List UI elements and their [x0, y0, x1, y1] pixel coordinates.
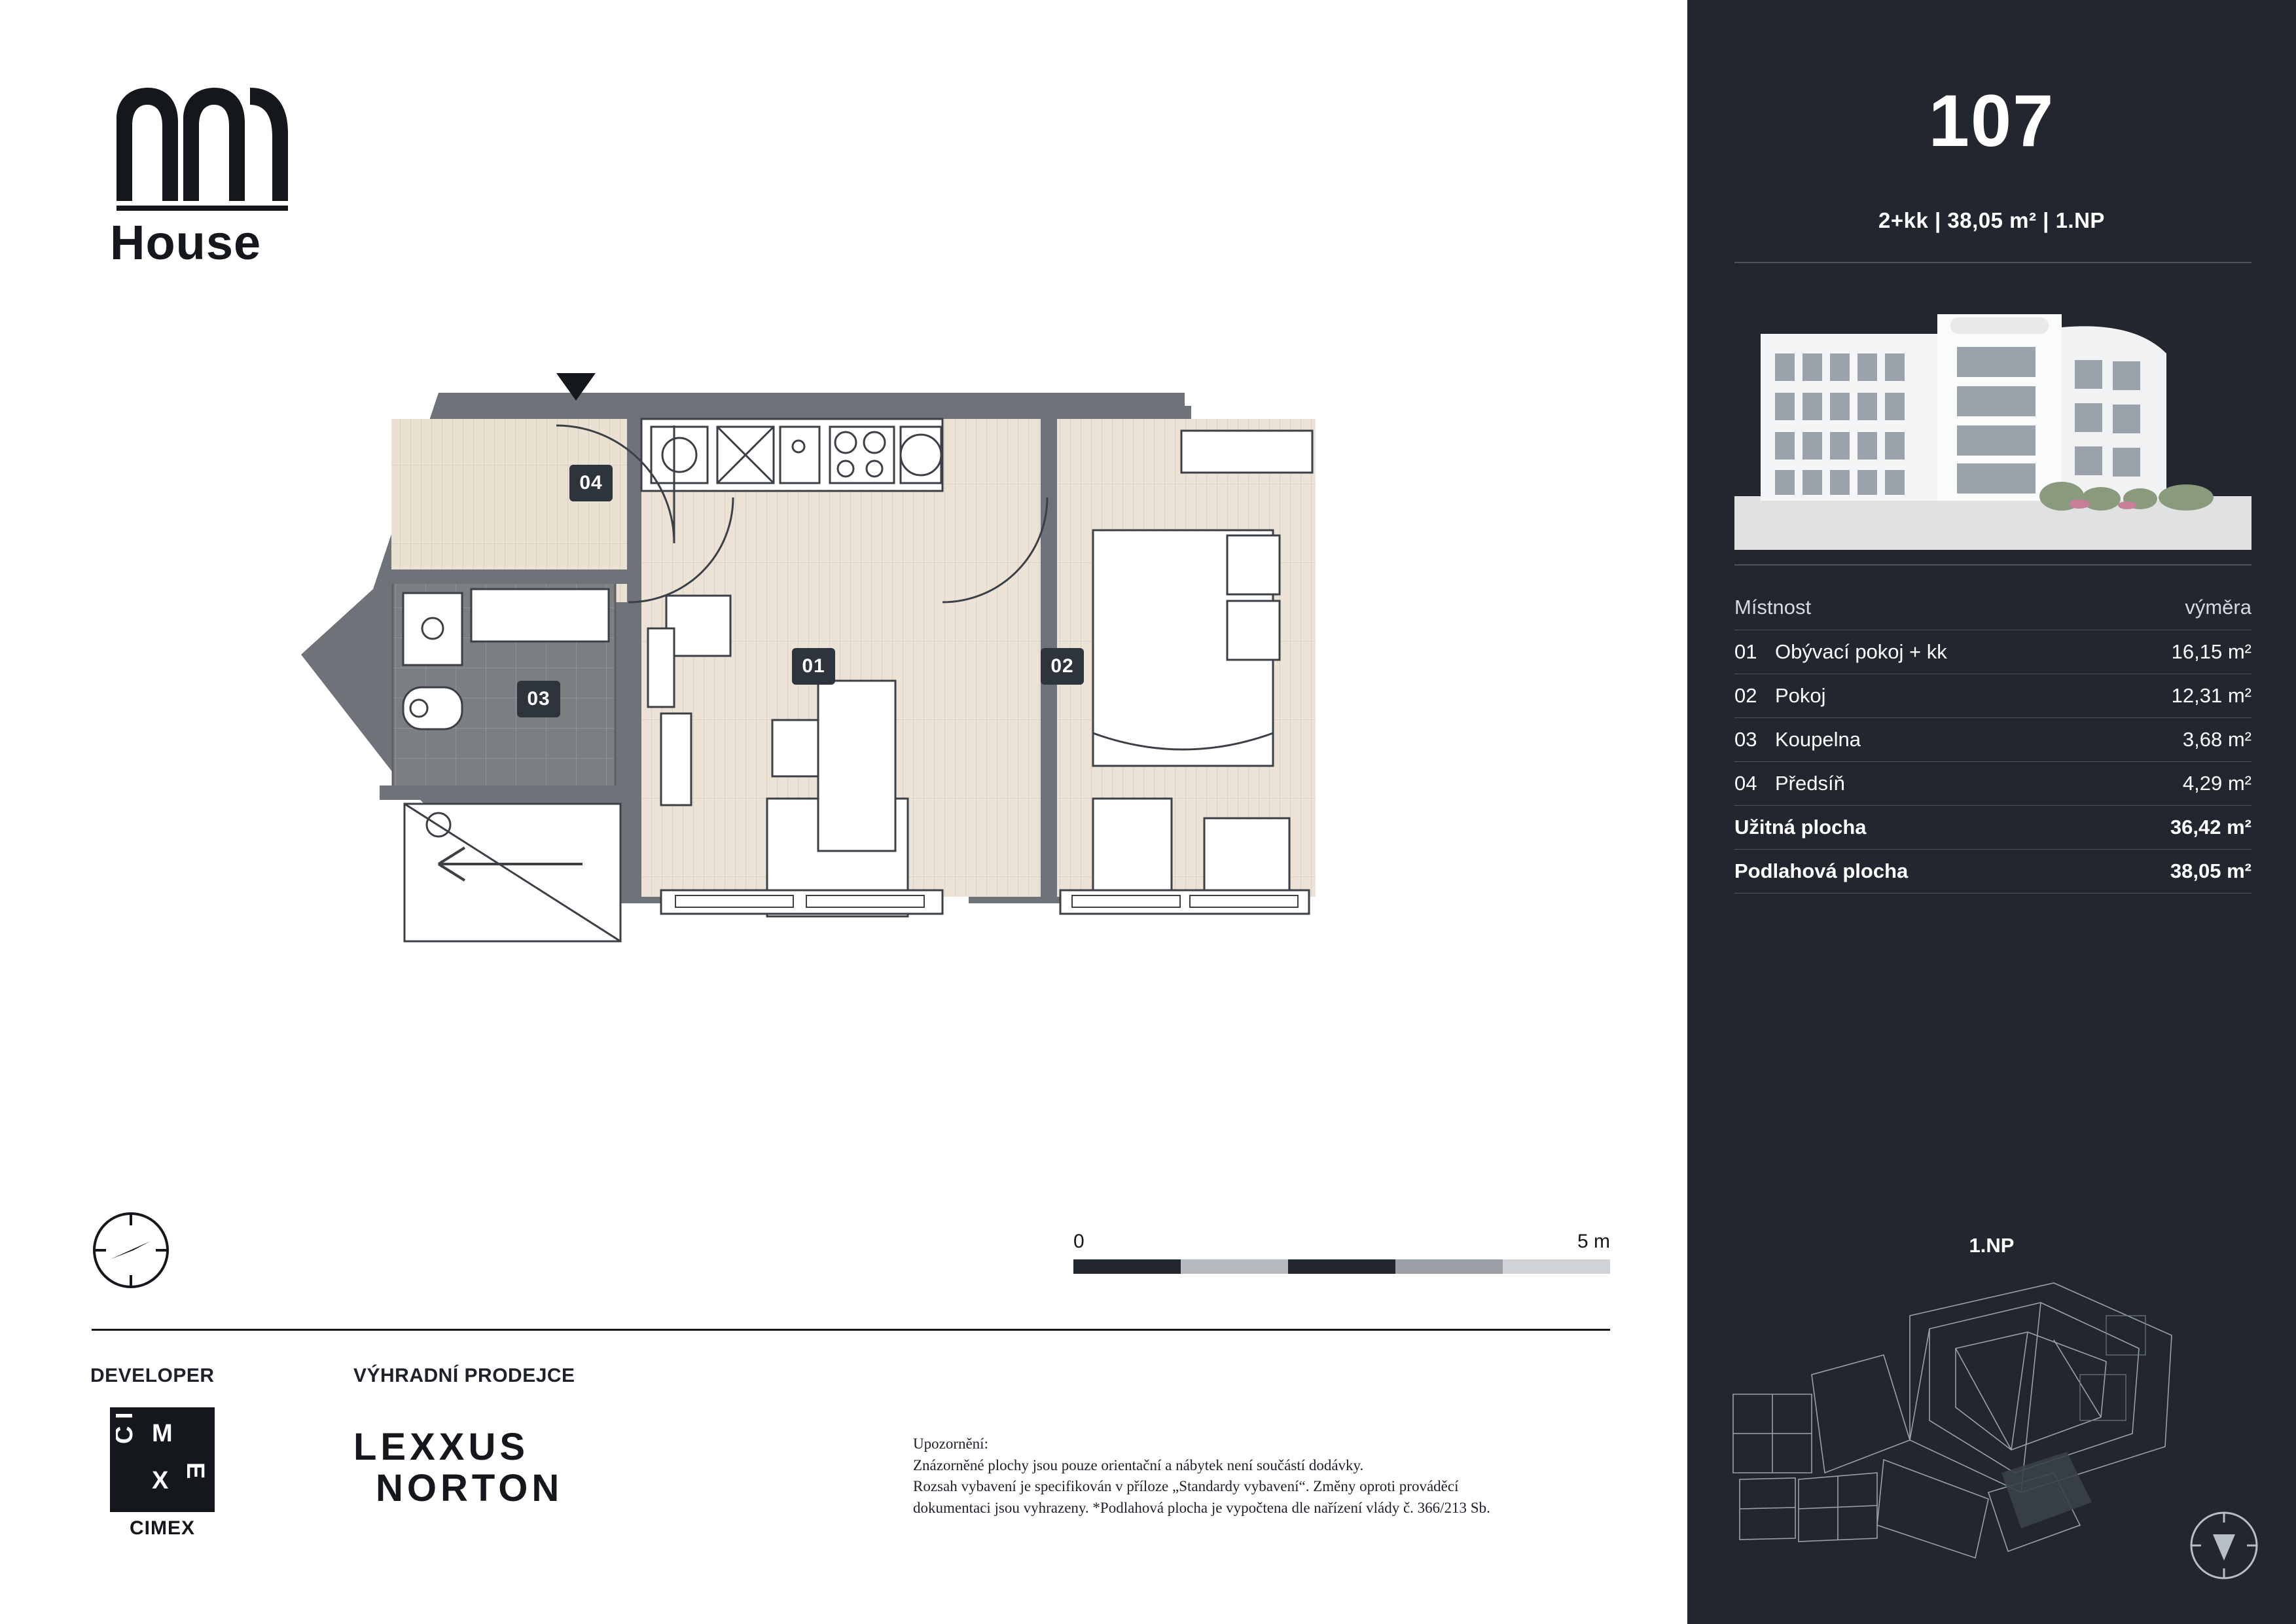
- row-area: 4,29 m²: [2098, 762, 2251, 806]
- notice-line-3: dokumentaci jsou vyhrazeny. *Podlahová plocha je vypočtena dle nařízení vlády č. 366/213 Sb.: [913, 1499, 1490, 1516]
- room-badge-04: 04: [569, 465, 613, 501]
- lexxus-line2: NORTON: [376, 1466, 564, 1509]
- scale-bar: [1073, 1231, 1610, 1274]
- row-area: 3,68 m²: [2098, 718, 2251, 762]
- legal-notice: [913, 1434, 1646, 1519]
- cimex-logo: [110, 1407, 224, 1540]
- right-panel: [1687, 0, 2296, 1624]
- floor-plan: [275, 367, 1486, 1021]
- table-row: [1734, 674, 2251, 718]
- header-area: výměra: [2185, 596, 2251, 619]
- scale-bar-graphic: [1073, 1259, 1610, 1274]
- total-label: Podlahová plocha: [1734, 850, 2098, 893]
- scale-start-label: 0: [1073, 1231, 1085, 1252]
- lexxus-norton-logo: [353, 1427, 563, 1509]
- row-name: Koupelna: [1775, 718, 2098, 762]
- cimex-mark-icon: [110, 1407, 215, 1512]
- room-area-table: [1734, 589, 2251, 893]
- scale-end-label: 5 m: [1577, 1231, 1610, 1252]
- brand-logo: [110, 80, 326, 296]
- row-number: 02: [1734, 674, 1775, 718]
- svg-text:M: M: [152, 1420, 173, 1447]
- room-badge-03: 03: [517, 681, 560, 717]
- table-row: [1734, 762, 2251, 806]
- row-number: 01: [1734, 630, 1775, 674]
- row-area: 12,31 m²: [2098, 674, 2251, 718]
- notice-line-1: Znázorněné plochy jsou pouze orientační a nábytek není součástí dodávky.: [913, 1456, 1364, 1473]
- entry-area: [404, 804, 620, 941]
- lexxus-line1: LEXXUS: [353, 1426, 529, 1468]
- developer-label: DEVELOPER: [90, 1365, 215, 1386]
- unit-subtitle: 2+kk | 38,05 m² | 1.NP: [1878, 208, 2105, 232]
- svg-text:C I: C I: [111, 1412, 138, 1444]
- svg-text:E: E: [181, 1462, 209, 1479]
- row-area: 16,15 m²: [2098, 630, 2251, 674]
- row-number: 03: [1734, 718, 1775, 762]
- svg-text:X: X: [152, 1467, 169, 1494]
- floor-key-label: 1.NP: [1969, 1234, 2015, 1257]
- notice-title: Upozornění:: [913, 1435, 988, 1452]
- unit-number: 107: [1928, 80, 2055, 162]
- room-badge-02: 02: [1041, 648, 1084, 685]
- table-row: [1734, 630, 2251, 674]
- divider-2: [1734, 564, 2251, 566]
- room-badge-01: 01: [792, 648, 835, 685]
- table-total-row: [1734, 806, 2251, 850]
- north-arrow-icon: [2188, 1509, 2260, 1581]
- table-total-row: [1734, 850, 2251, 893]
- divider-1: [1734, 262, 2251, 263]
- kitchen-units: [641, 419, 942, 491]
- row-name: Předsíň: [1775, 762, 2098, 806]
- brand-logo-word: House: [110, 215, 262, 270]
- seller-label: VÝHRADNÍ PRODEJCE: [353, 1365, 575, 1386]
- cimex-wordmark: CIMEX: [129, 1517, 195, 1539]
- header-room: Místnost: [1734, 596, 1812, 619]
- m-house-logo-icon: [110, 80, 306, 211]
- total-value: 38,05 m²: [2098, 850, 2251, 893]
- row-name: Obývací pokoj + kk: [1775, 630, 2098, 674]
- total-value: 36,42 m²: [2098, 806, 2251, 850]
- compass-icon: [92, 1211, 170, 1290]
- table-header-row: [1734, 589, 2251, 630]
- row-name: Pokoj: [1775, 674, 2098, 718]
- building-photo: [1734, 288, 2251, 550]
- notice-line-2: Rozsah vybavení je specifikován v příloze „Standardy vybavení“. Změny oproti prováděcí: [913, 1478, 1459, 1495]
- table-row: [1734, 718, 2251, 762]
- footer-divider: [92, 1329, 1610, 1331]
- row-number: 04: [1734, 762, 1775, 806]
- total-label: Užitná plocha: [1734, 806, 2098, 850]
- floor-plan-drawing: [275, 367, 1486, 1021]
- floor-key-diagram: [1713, 1276, 2270, 1584]
